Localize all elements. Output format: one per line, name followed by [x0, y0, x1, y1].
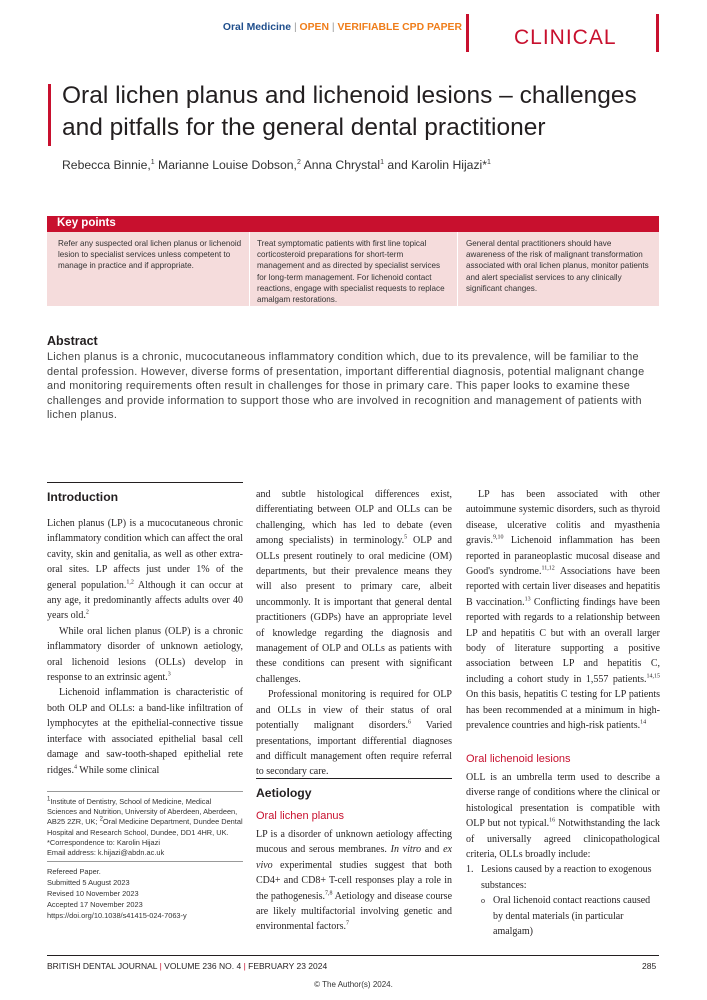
copyright: © The Author(s) 2024. [314, 980, 393, 989]
column-2: and subtle histological differences exist, differentiating between OLP and OLLs can be challenging, which has led to debate (even among specialists) in terminology.$^5$ OLP and OLLs present routinely to oral medicine (OM) departments, but their prevalence means they will also present to primary care, albeit uncommonly. It is important that general dental practitioners (GDPs) have an appropriate level of knowledge regarding the diagnosis and management of OLP and OLLs as patients with these conditions can present with significant challenges. Professional monitoring is required for OLP and OLLs in view of their status of oral potentially malignant disorders.$^6$ Varied presentations, important differential diagnoses and difficult management often require referral to secondary care. [256, 489, 453, 778]
list-item: 1. Lesions caused by a reaction to exogenous substances: [466, 864, 652, 891]
column-1: Lichen planus (LP) is a mucocutaneous chronic inflammatory condition which can affect the oral cavity, skin and genitalia, as well as other extra-oral sites. LP affects just under 1% of the general population.$^{1,2}$ Although it can occur at any age, it predominantly affects adults over 40 years old.$^2$ While oral lichen planus (OLP) is a chronic inflammatory disorder of unknown aetiology, oral lichenoid lesions (OLLs) develop in response to an extrinsic agent.$^3$ Lichenoid inflammation is characteristic of both OLP and OLLs: a band-like infiltration of lymphocytes at the epithelial-connective tissue interface with associated epithelial basal cell damage and saw-tooth-shaped epithelial rete ridges.$^4$ While some clinical [47, 518, 243, 776]
email: Email address: k.hijazi@abdn.ac.uk [47, 848, 165, 858]
column-3: LP has been associated with other autoimmune systemic disorders, such as thyroid disease, ulcerative colitis and myasthenia gravis.$^{9,10}$ Lichenoid inflammation has been reported in paraneoplastic mucosal disease and Good's syndrome.$^{11,12}$ Associations have been reported with certain liver diseases and hepatitis B vaccination.$^{13}$ Conflicting findings have been reported with regards to a relationship between LP and hepatitis C but with an overall larger body of literature supporting a positive association between LP and hepatitis C, including a cohort study in 1,557 patients.$^{14,15}$ On this basis, hepatitis C testing for LP patients has been recommended at a minimum in high-prevalence countries and high-risk patients.$^{14}$ [466, 489, 661, 732]
header-tagline: Oral Medicine | OPEN | VERIFIABLE CPD PAPER [222, 22, 462, 33]
tag-open: OPEN [299, 22, 329, 33]
footer-journal: BRITISH DENTAL JOURNAL | VOLUME 236 NO. 4 | FEBRUARY 23 2024 [47, 961, 328, 971]
key-point-2: Treat symptomatic patients with first line topical corticosteroid preparations for short-term management and as directed by specialist services for long-term management. For lichenoid contact reactions, engage with specialist requests to replace amalgam restorations. [257, 239, 445, 305]
footer-rule [47, 955, 659, 956]
affiliations: $^1$Institute of Dentistry, School of Medicine, Medical Sciences and Nutrition, University of Aberdeen, Aberdeen, AB25 2ZR, UK; $^2$Oral Medicine Department, Dundee Dental Hospital and Research School, Dundee, DD1 4HR, UK. *Correspondence to: Karolin Hijazi Email address: k.hijazi@abdn.ac.uk [47, 796, 243, 858]
introduction-heading: Introduction [47, 490, 119, 504]
header-divider-right [656, 14, 659, 52]
key-point-3: General dental practitioners should have awareness of the risk of malignant transformation associated with oral lichen planus, monitor patients and alert specialist services to any clinically significant changes. [466, 239, 649, 293]
key-points-header [47, 216, 659, 232]
section-rule [47, 482, 243, 483]
title-accent-bar [48, 84, 51, 146]
correspondence: *Correspondence to: Karolin Hijazi [47, 837, 160, 847]
article-title: Oral lichen planus and lichenoid lesions – challenges and pitfalls for the general dental practitioner [62, 82, 637, 141]
key-points-divider [249, 232, 250, 306]
abstract-heading: Abstract [47, 334, 98, 348]
key-point-1: Refer any suspected oral lichen planus or lichenoid lesion to specialist services unless competent to manage in practice and if appropriate. [58, 239, 242, 271]
section-rule [256, 778, 452, 779]
author-3: Anna Chrystal [300, 158, 381, 172]
author-2: Marianne Louise Dobson, [154, 158, 297, 172]
page-number: 285 [642, 961, 657, 971]
doi-link[interactable]: https://doi.org/10.1038/s41415-024-7063-y [47, 911, 187, 921]
section-label: CLINICAL [514, 26, 617, 49]
oll-subheading: Oral lichenoid lesions [466, 753, 571, 765]
tag-oral-medicine: Oral Medicine [222, 22, 292, 33]
author-1: Rebecca Binnie, [62, 158, 151, 172]
header-divider [466, 14, 469, 52]
olp-subheading: Oral lichen planus [256, 810, 345, 822]
tag-cpd: VERIFIABLE CPD PAPER [337, 22, 462, 33]
column-3-cont: OLL is an umbrella term used to describe a diverse range of conditions where the clinical or histological presentation is compatible with OLP but not typical.$^{16}$ Notwithstanding the lack of universally agreed clinicopathological criteria, OLLs broadly include: 1. Lesions caused by a reaction to exogenous substances: o Oral lichenoid contact reactions caused by dental materials (in particular amalgam) [466, 770, 660, 939]
column-2-cont: LP is a disorder of unknown aetiology affecting mucous and serous membranes. In vitro and ex vivo experimental studies suggest that both CD4+ and CD8+ T-cell responses play a role in the pathogenesis.$^{7,8}$ Aetiology and disease course are likely multifactorial involving genetic and environmental factors.$^7$ [256, 829, 453, 933]
affiliation-rule [47, 791, 243, 792]
key-points-title: Key points [57, 217, 116, 229]
key-points-divider [457, 232, 458, 306]
author-list: Rebecca Binnie,$^1$ Marianne Louise Dobson,$^2$ Anna Chrystal$^1$ and Karolin Hijazi*$^1$ [62, 158, 491, 172]
paper-info: Refereed Paper. Submitted 5 August 2023 Revised 10 November 2023 Accepted 17 November 2023 https://doi.org/10.1038/s41415-024-7063-y [47, 866, 243, 921]
aetiology-heading: Aetiology [256, 786, 312, 800]
author-4: and Karolin Hijazi* [384, 158, 488, 172]
paper-info-rule [47, 861, 243, 862]
abstract-text: Lichen planus is a chronic, mucocutaneous inflammatory condition which, due to its prevalence, will be familiar to the dental profession. However, diverse forms of presentation, important differential diagnosis, potential malignant change and monitoring requirements often result in challenges for those in primary care. This paper looks to examine these challenges and provide information to support those who are involved in recognition and management of patients with lichen planus. [47, 351, 645, 422]
list-item: o Oral lichenoid contact reactions caused by dental materials (in particular amalgam) [481, 895, 651, 938]
